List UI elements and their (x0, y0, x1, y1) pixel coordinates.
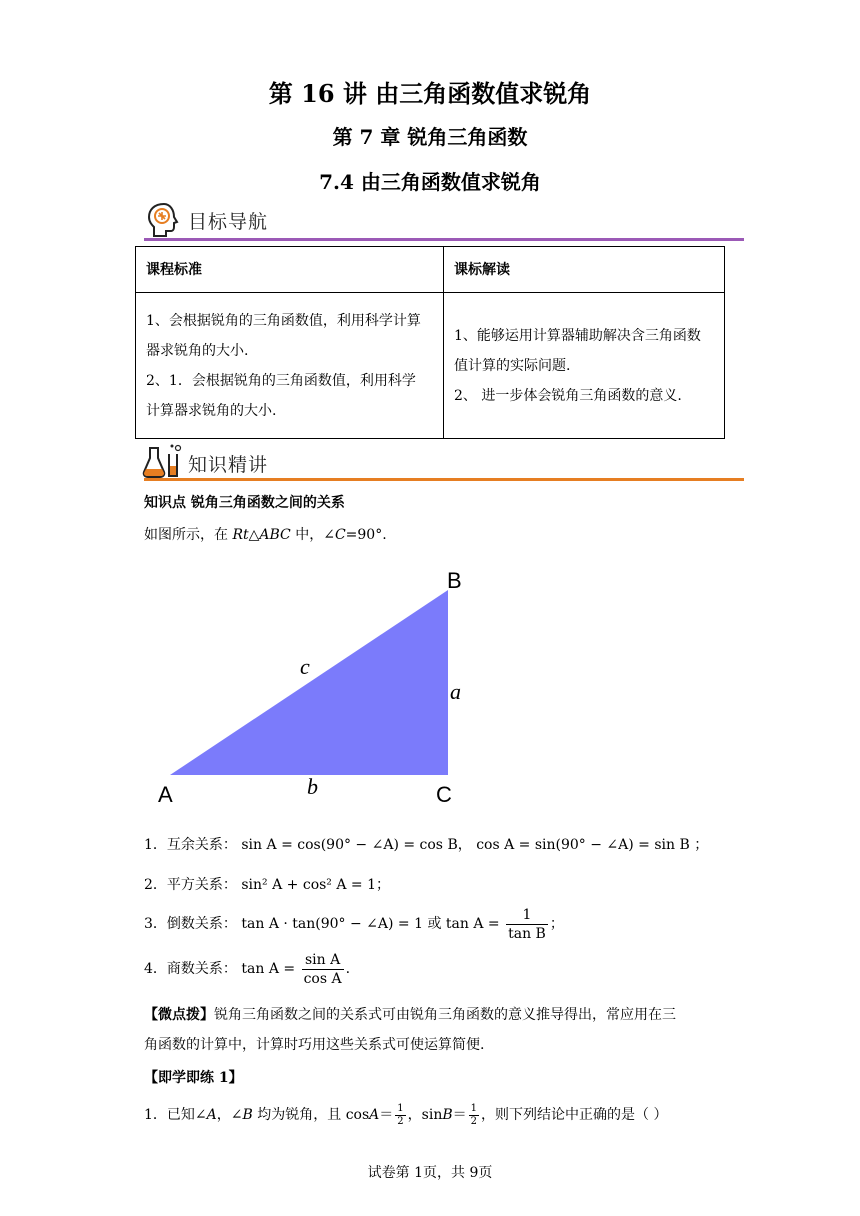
brain-icon (144, 200, 184, 240)
formula-complementary (144, 835, 708, 855)
table-cell-interpret (444, 293, 725, 439)
intro-triangle: Rt△ABC (232, 527, 291, 543)
formula-label: 4．商数关系： (144, 961, 237, 977)
formula-expression: cos A = sin(90° − ∠A) = sin B (476, 837, 690, 853)
formula-or: 或 (423, 916, 446, 932)
chapter-title: 第 7 章 锐角三角函数 (332, 125, 528, 149)
standards-table (135, 246, 725, 439)
formula-reciprocal (144, 903, 564, 945)
fraction (469, 1103, 479, 1128)
tip-text: 角函数的计算中，计算时巧用这些关系式可使运算简便. (144, 1037, 485, 1053)
interpret-line: 2、 进一步体会锐角三角函数的意义. (454, 387, 682, 404)
standard-line: 2、1．会根据锐角的三角函数值，利用科学 (146, 372, 416, 389)
standard-line: 1、会根据锐角的三角函数值，利用科学计算 (146, 312, 421, 329)
standard-line: 计算器求锐角的大小. (146, 402, 277, 419)
side-c-label: c (300, 654, 310, 679)
formula-expression: sin² A + cos² A = 1 (241, 877, 377, 893)
formula-square (144, 875, 390, 895)
section-title: 7.4 由三角函数值求锐角 (319, 170, 541, 194)
fraction-denominator: cos A (303, 970, 342, 987)
formula-expression: tan A · tan(90° − ∠A) = 1 (241, 916, 424, 932)
vertex-c-label: C (436, 782, 452, 807)
table-cell-standard (136, 293, 444, 439)
standard-line: 器求锐角的大小. (146, 342, 249, 359)
vertex-a-label: A (158, 782, 173, 807)
flask-icon (142, 442, 186, 480)
fraction-numerator: 1 (470, 1102, 478, 1114)
question-var: A (206, 1107, 217, 1123)
question-var: A (369, 1107, 380, 1123)
intro-angle: C (334, 527, 346, 543)
practice-question (144, 1100, 667, 1130)
formula-end: ； (694, 837, 709, 853)
question-text: ，则下列结论中正确的是（ ） (481, 1107, 668, 1123)
question-text: 均为锐角，且 cos (252, 1107, 370, 1123)
vertex-b-label: B (447, 568, 462, 593)
interpret-line: 值计算的实际问题. (454, 357, 571, 374)
question-var: B (442, 1107, 453, 1123)
formula-label: 1．互余关系： (144, 837, 237, 853)
formula-end: . (345, 961, 351, 977)
formula-separator: ， (457, 837, 472, 853)
side-b-label: b (307, 774, 318, 799)
right-triangle-figure (150, 562, 480, 812)
practice-label: 【即学即练 1】 (144, 1070, 243, 1086)
question-text: ，sin (407, 1107, 443, 1123)
knowledge-intro (144, 525, 387, 545)
triangle-shape (170, 590, 448, 775)
side-a-label: a (450, 679, 461, 704)
intro-text: =90°. (345, 527, 387, 543)
table-header-standard: 课程标准 (136, 247, 444, 293)
formula-expression: sin A = cos(90° − ∠A) = cos B (241, 837, 458, 853)
fraction (506, 906, 548, 943)
tip-text: 锐角三角函数之间的关系式可由锐角三角函数的意义推导得出，常应用在三 (214, 1007, 676, 1023)
table-header-interpret: 课标解读 (444, 247, 725, 293)
formula-end: ； (549, 916, 564, 932)
knowledge-point-title: 知识点 锐角三角函数之间的关系 (144, 495, 345, 511)
fraction-denominator: 2 (470, 1115, 478, 1127)
section-goal-underline (144, 238, 744, 241)
formula-expression: tan A = (445, 916, 500, 932)
fraction-numerator: 1 (397, 1102, 404, 1114)
intro-text: 中，∠ (290, 527, 335, 543)
fraction-numerator: 1 (506, 906, 548, 925)
formula-label: 3．倒数关系： (144, 916, 237, 932)
fraction-denominator: 2 (397, 1115, 404, 1127)
fraction (302, 951, 344, 988)
page-footer: 试卷第 1页，共 9页 (367, 1165, 493, 1181)
section-knowledge-title: 知识精讲 (188, 454, 269, 476)
tip-paragraph (144, 1000, 724, 1060)
question-text: ＝ (379, 1107, 394, 1123)
fraction (395, 1103, 405, 1128)
question-text: ，∠ (216, 1107, 243, 1123)
question-text: ＝ (452, 1107, 467, 1123)
formula-label: 2．平方关系： (144, 877, 237, 893)
question-var: B (242, 1107, 253, 1123)
fraction-denominator: tan B (508, 925, 546, 942)
formula-quotient (144, 948, 350, 990)
section-knowledge-underline (144, 478, 744, 481)
section-goal-title: 目标导航 (188, 211, 269, 233)
fraction-numerator: sin A (302, 951, 344, 970)
formula-expression: tan A = (241, 961, 296, 977)
intro-text: 如图所示，在 (144, 527, 233, 543)
tip-label: 【微点拨】 (144, 1007, 214, 1023)
page-title: 第 16 讲 由三角函数值求锐角 (268, 79, 592, 108)
interpret-line: 1、能够运用计算器辅助解决含三角函数 (454, 327, 701, 344)
question-text: 1．已知∠ (144, 1107, 207, 1123)
formula-end: ； (376, 877, 391, 893)
